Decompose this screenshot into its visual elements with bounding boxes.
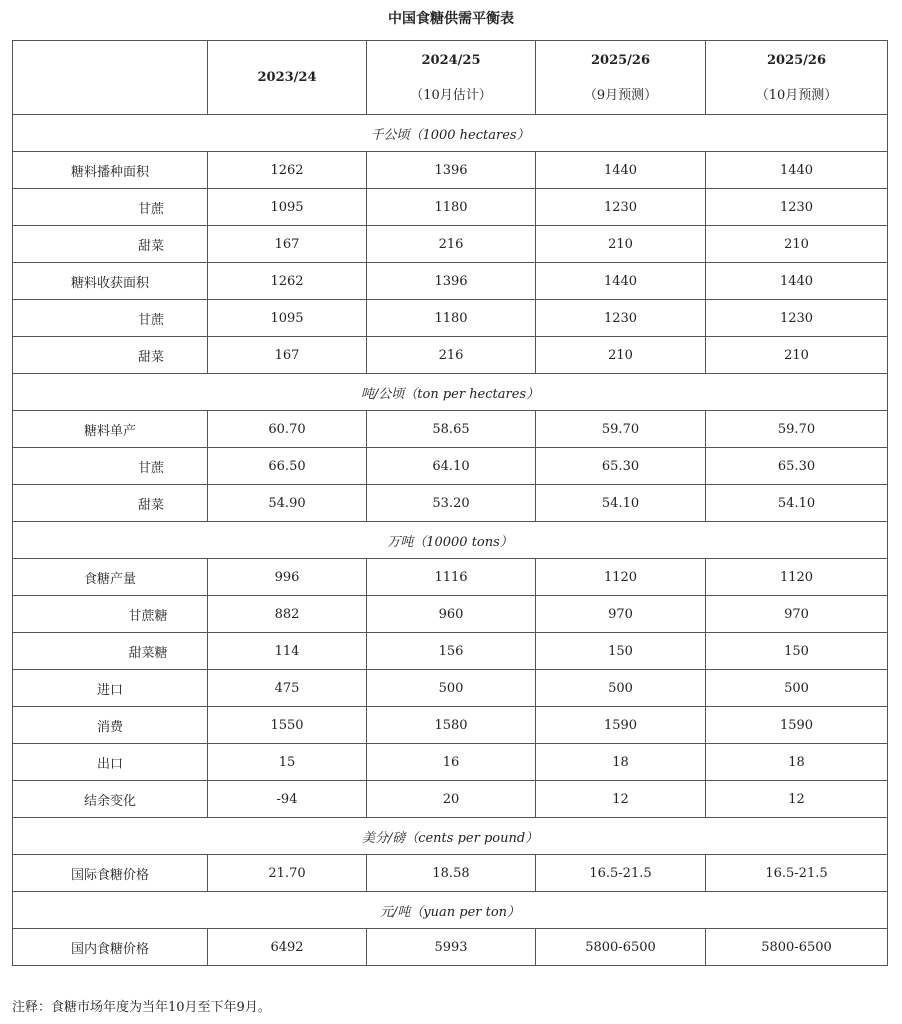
table-cell: 6492	[208, 929, 367, 966]
table-cell: 970	[706, 596, 888, 633]
row-label: 出口	[13, 744, 208, 781]
row-label: 消费	[13, 707, 208, 744]
table-cell: 1262	[208, 263, 367, 300]
table-cell: 156	[367, 633, 536, 670]
header-blank	[13, 41, 208, 115]
table-cell: 1095	[208, 189, 367, 226]
unit-row	[13, 374, 888, 411]
table-row	[13, 226, 888, 263]
unit-label: 吨/公顷（ton per hectares）	[13, 374, 888, 411]
table-cell: 970	[536, 596, 706, 633]
supply-demand-table	[12, 40, 888, 966]
unit-row	[13, 115, 888, 152]
header-year: 2023/24	[257, 70, 317, 85]
table-cell: 54.90	[208, 485, 367, 522]
table-cell: 114	[208, 633, 367, 670]
row-label: 甜菜	[13, 226, 208, 263]
table-row	[13, 707, 888, 744]
table-cell: 5993	[367, 929, 536, 966]
table-row	[13, 781, 888, 818]
table-cell: 150	[706, 633, 888, 670]
table-cell: 475	[208, 670, 367, 707]
table-cell: 12	[536, 781, 706, 818]
table-row	[13, 929, 888, 966]
table-cell: 1230	[706, 300, 888, 337]
table-cell: 1440	[536, 152, 706, 189]
table-cell: 16	[367, 744, 536, 781]
table-cell: 1095	[208, 300, 367, 337]
table-row	[13, 670, 888, 707]
unit-label: 万吨（10000 tons）	[13, 522, 888, 559]
header-col-3	[536, 41, 706, 115]
table-cell: 167	[208, 226, 367, 263]
table-row	[13, 300, 888, 337]
footnote: 注释：食糖市场年度为当年10月至下年9月。	[12, 1000, 271, 1015]
table-cell: 1180	[367, 189, 536, 226]
table-row	[13, 633, 888, 670]
unit-label: 千公顷（1000 hectares）	[13, 115, 888, 152]
table-cell: 15	[208, 744, 367, 781]
row-label: 进口	[13, 670, 208, 707]
row-label: 甘蔗	[13, 448, 208, 485]
table-row	[13, 596, 888, 633]
row-label: 甘蔗	[13, 300, 208, 337]
table-cell: 216	[367, 226, 536, 263]
row-label: 糖料播种面积	[13, 152, 208, 189]
row-label: 结余变化	[13, 781, 208, 818]
row-label: 糖料收获面积	[13, 263, 208, 300]
unit-label: 美分/磅（cents per pound）	[13, 818, 888, 855]
header-year: 2024/25	[421, 52, 481, 68]
table-row	[13, 559, 888, 596]
table-row	[13, 152, 888, 189]
table-cell: 1550	[208, 707, 367, 744]
table-cell: 20	[367, 781, 536, 818]
table-cell: 53.20	[367, 485, 536, 522]
table-cell: 1116	[367, 559, 536, 596]
unit-row	[13, 892, 888, 929]
unit-row	[13, 818, 888, 855]
table-cell: 1440	[536, 263, 706, 300]
table-cell: 12	[706, 781, 888, 818]
table-cell: 500	[367, 670, 536, 707]
table-cell: 960	[367, 596, 536, 633]
table-cell: 1230	[706, 189, 888, 226]
table-cell: 64.10	[367, 448, 536, 485]
table-cell: 60.70	[208, 411, 367, 448]
table-title: 中国食糖供需平衡表	[388, 11, 514, 27]
table-cell: 18	[536, 744, 706, 781]
header-sub: （9月预测）	[583, 87, 658, 103]
header-year: 2025/26	[590, 52, 651, 68]
table-cell: 65.30	[706, 448, 888, 485]
table-cell: -94	[208, 781, 367, 818]
table-cell: 66.50	[208, 448, 367, 485]
table-cell: 210	[536, 337, 706, 374]
table-cell: 150	[536, 633, 706, 670]
table-row	[13, 485, 888, 522]
row-label: 糖料单产	[13, 411, 208, 448]
table-cell: 58.65	[367, 411, 536, 448]
table-cell: 5800-6500	[706, 929, 888, 966]
header-sub: （10月估计）	[410, 87, 492, 103]
table-cell: 210	[536, 226, 706, 263]
table-cell: 167	[208, 337, 367, 374]
table-cell: 1180	[367, 300, 536, 337]
row-label: 甜菜	[13, 337, 208, 374]
table-row	[13, 855, 888, 892]
table-cell: 1396	[367, 263, 536, 300]
row-label: 国际食糖价格	[13, 855, 208, 892]
header-sub: （10月预测）	[755, 87, 838, 103]
table-cell: 500	[706, 670, 888, 707]
row-label: 食糖产量	[13, 559, 208, 596]
table-cell: 1120	[706, 559, 888, 596]
table-cell: 1580	[367, 707, 536, 744]
table-cell: 1396	[367, 152, 536, 189]
table-cell: 16.5-21.5	[706, 855, 888, 892]
table-cell: 16.5-21.5	[536, 855, 706, 892]
table-cell: 59.70	[536, 411, 706, 448]
row-label: 国内食糖价格	[13, 929, 208, 966]
table-cell: 1120	[536, 559, 706, 596]
table-body	[13, 115, 888, 966]
unit-row	[13, 522, 888, 559]
table-cell: 21.70	[208, 855, 367, 892]
table-cell: 882	[208, 596, 367, 633]
table-cell: 18.58	[367, 855, 536, 892]
row-label: 甜菜糖	[13, 633, 208, 670]
row-label: 甘蔗糖	[13, 596, 208, 633]
header-col-2	[367, 41, 536, 115]
table-cell: 1440	[706, 152, 888, 189]
header-row	[13, 41, 888, 115]
row-label: 甘蔗	[13, 189, 208, 226]
table-cell: 1590	[706, 707, 888, 744]
table-row	[13, 744, 888, 781]
table-row	[13, 448, 888, 485]
table-cell: 996	[208, 559, 367, 596]
unit-label: 元/吨（yuan per ton）	[13, 892, 888, 929]
table-cell: 1262	[208, 152, 367, 189]
table-cell: 18	[706, 744, 888, 781]
table-cell: 210	[706, 337, 888, 374]
header-col-4	[706, 41, 888, 115]
table-cell: 500	[536, 670, 706, 707]
table-cell: 210	[706, 226, 888, 263]
row-label: 甜菜	[13, 485, 208, 522]
table-cell: 5800-6500	[536, 929, 706, 966]
table-cell: 1230	[536, 189, 706, 226]
table-row	[13, 189, 888, 226]
table-row	[13, 411, 888, 448]
table-row	[13, 337, 888, 374]
table-cell: 59.70	[706, 411, 888, 448]
header-col-1	[208, 41, 367, 115]
table-cell: 216	[367, 337, 536, 374]
header-year: 2025/26	[766, 52, 827, 68]
table-row	[13, 263, 888, 300]
table-cell: 54.10	[536, 485, 706, 522]
table-cell: 54.10	[706, 485, 888, 522]
table-cell: 1440	[706, 263, 888, 300]
table-cell: 1590	[536, 707, 706, 744]
table-cell: 65.30	[536, 448, 706, 485]
table-cell: 1230	[536, 300, 706, 337]
